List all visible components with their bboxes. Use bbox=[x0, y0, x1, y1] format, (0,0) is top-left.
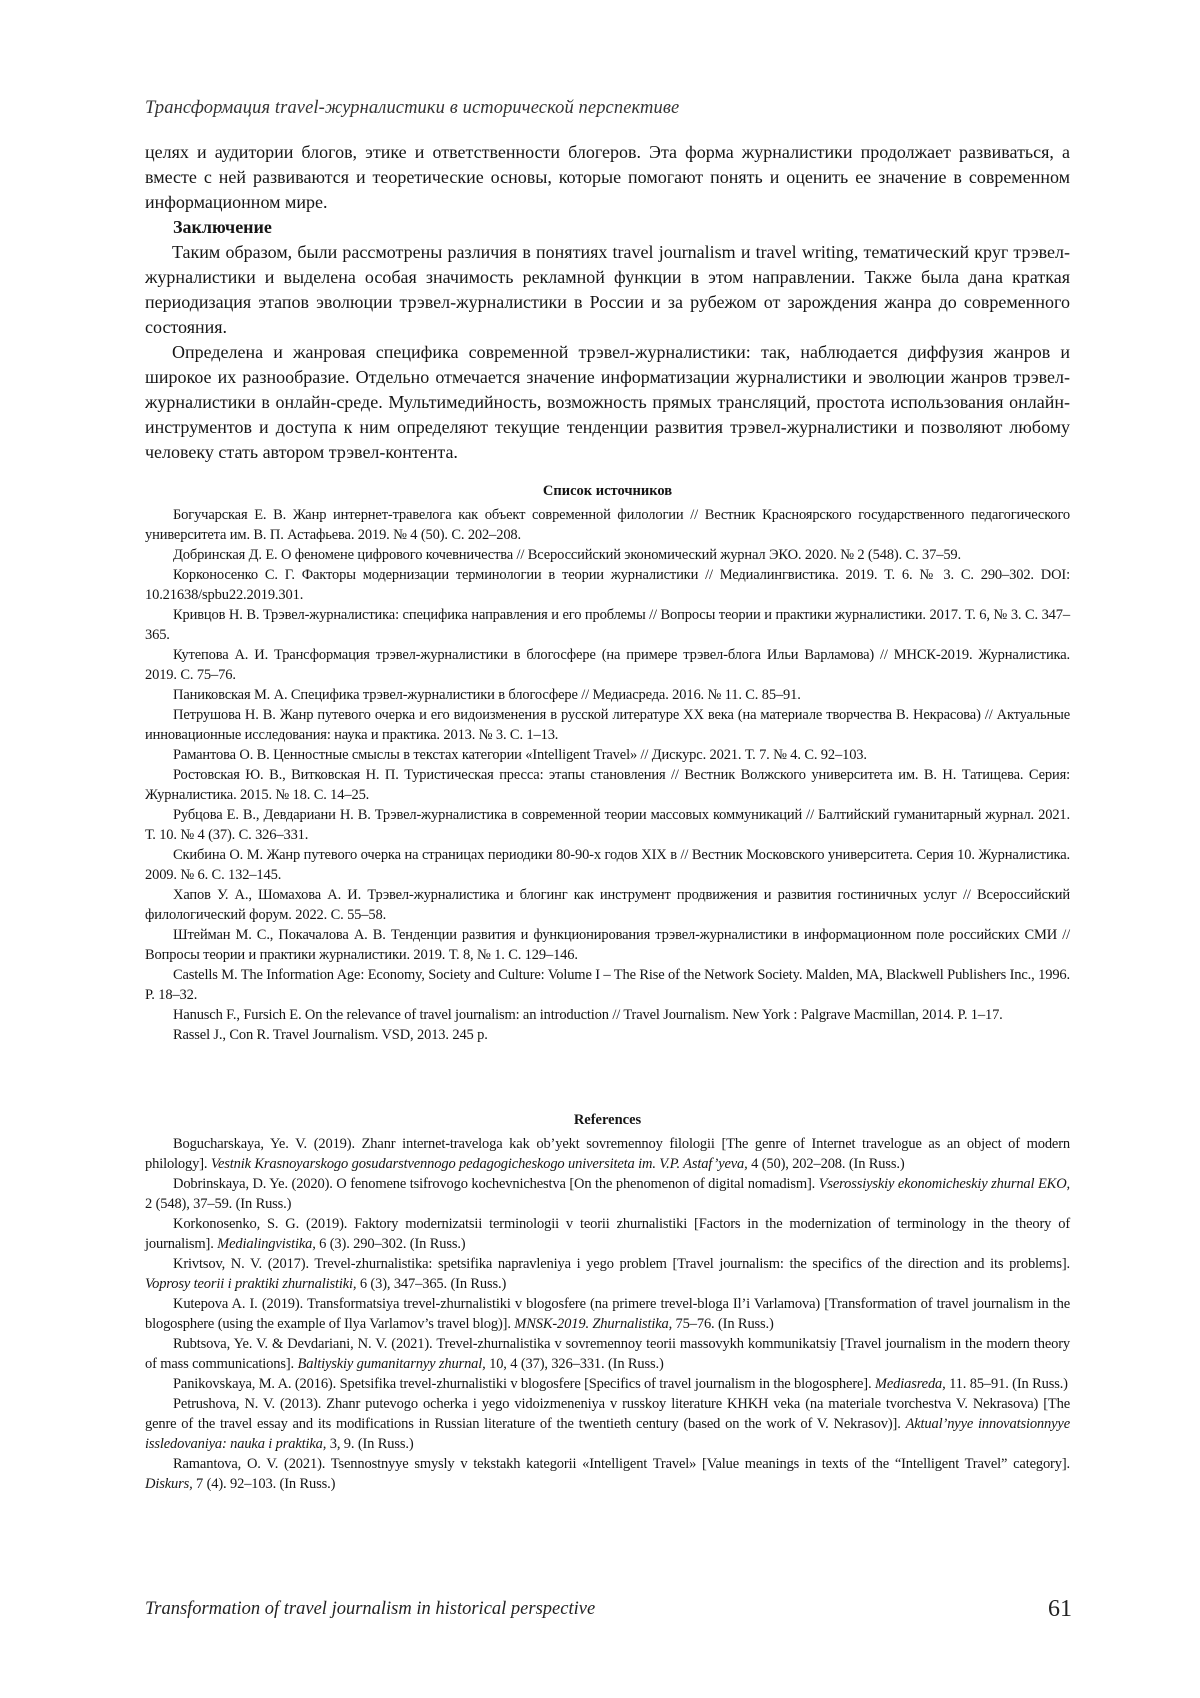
reference-text: Panikovskaya, M. A. (2016). Spetsifika trevel-zhurnalistiki v blogosfere [Specifics of travel journalism in the blogosphere]. bbox=[173, 1376, 875, 1392]
source-entry: Петрушова Н. В. Жанр путевого очерка и его видоизменения в русской литературе XX века (на материале творчества В. Некрасова) // Актуальные инновационные исследования: наука и практика. 2013. № 3. С. 1–13. bbox=[145, 707, 1070, 743]
reference-journal: Mediasreda, bbox=[874, 1376, 946, 1392]
source-entry: Богучарская Е. В. Жанр интернет-травелога как объект современной филологии // Вестник Красноярского государственного педагогического университета им. В. П. Астафьева. 2019. № 4 (50). С. 202–208. bbox=[145, 507, 1070, 543]
reference-journal: Medialingvistika, bbox=[217, 1236, 316, 1252]
reference-text: 6 (3), 347–365. (In Russ.) bbox=[356, 1276, 507, 1292]
reference-text: 4 (50), 202–208. (In Russ.) bbox=[747, 1156, 905, 1172]
reference-journal: Vserossiyskiy ekonomicheskiy zhurnal EKO, bbox=[818, 1176, 1071, 1192]
reference-text: 75–76. (In Russ.) bbox=[672, 1316, 774, 1332]
source-entry: Ростовская Ю. В., Витковская Н. П. Туристическая пресса: этапы становления // Вестник Волжского университета им. В. Н. Татищева. Серия: Журналистика. 2015. № 18. С. 14–25. bbox=[145, 767, 1070, 803]
reference-text: Korkonosenko, S. G. (2019). Faktory modernizatsii terminologii v teorii zhurnalistiki [Factors in the modernization of terminology in the theory of journalism]. bbox=[145, 1216, 1070, 1252]
source-entry: Рамантова О. В. Ценностные смыслы в текстах категории «Intelligent Travel» // Дискурс. 2021. Т. 7. № 4. С. 92–103. bbox=[173, 747, 867, 763]
conclusion-paragraph: Таким образом, были рассмотрены различия в понятиях travel journalism и travel writing, тематический круг трэвел-журналистики и выделена особая значимость рекламной функции в этом направлении. Также была дана краткая периодизация этапов эволюции трэвел-журналистики в России и за рубежом от зарождения жанра до современного состояния. bbox=[145, 242, 1070, 337]
reference-journal: Baltiyskiy gumanitarnyy zhurnal, bbox=[297, 1356, 486, 1372]
reference-text: 7 (4). 92–103. (In Russ.) bbox=[192, 1476, 336, 1492]
reference-entry bbox=[145, 1394, 1070, 1454]
references-title: References bbox=[573, 1112, 642, 1128]
source-entry: Скибина О. М. Жанр путевого очерка на страницах периодики 80-90-х годов XIX в // Вестник Московского университета. Серия 10. Журналистика. 2009. № 6. С. 132–145. bbox=[145, 847, 1070, 883]
source-entry: Кривцов Н. В. Трэвел-журналистика: специфика направления и его проблемы // Вопросы теории и практики журналистики. 2017. Т. 6, № 3. С. 347–365. bbox=[145, 607, 1070, 643]
conclusion-heading: Заключение bbox=[173, 217, 272, 237]
reference-text: 10, 4 (37), 326–331. (In Russ.) bbox=[485, 1356, 664, 1372]
references-list bbox=[145, 1110, 1070, 1494]
reference-text: Rubtsova, Ye. V. & Devdariani, N. V. (2021). Trevel-zhurnalistika v sovremennoy teorii massovykh kommunikatsiy [Travel journalism in the modern theory of mass communications]. bbox=[145, 1336, 1070, 1372]
sources-list bbox=[145, 481, 1070, 1045]
source-entry: Hanusch F., Fursich E. On the relevance of travel journalism: an introduction // Travel Journalism. New York : Palgrave Macmillan, 2014. P. 1–17. bbox=[173, 1007, 1003, 1023]
reference-entry bbox=[145, 1374, 1070, 1394]
reference-journal: Diskurs, bbox=[145, 1476, 193, 1492]
reference-entry bbox=[145, 1174, 1070, 1214]
source-entry: Rassel J., Con R. Travel Journalism. VSD, 2013. 245 p. bbox=[173, 1027, 488, 1043]
reference-entry bbox=[145, 1254, 1070, 1294]
reference-journal: Voprosy teorii i praktiki zhurnalistiki, bbox=[145, 1276, 357, 1292]
reference-journal: Vestnik Krasnoyarskogo gosudarstvennogo pedagogicheskogo universiteta im. V.P. Astaf’yeva, bbox=[210, 1156, 748, 1172]
source-entry: Штейман М. С., Покачалова А. В. Тенденции развития и функционирования трэвел-журналистики в информационном поле российских СМИ // Вопросы теории и практики журналистики. 2019. Т. 8, № 1. С. 129–146. bbox=[145, 927, 1070, 963]
article-body bbox=[145, 140, 1070, 465]
reference-entry bbox=[145, 1454, 1070, 1494]
reference-text: 2 (548), 37–59. (In Russ.) bbox=[145, 1196, 292, 1212]
source-entry: Хапов У. А., Шомахова А. И. Трэвел-журналистика и блогинг как инструмент продвижения и развития гостиничных услуг // Всероссийский филологический форум. 2022. С. 55–58. bbox=[145, 887, 1070, 923]
reference-text: Kutepova A. I. (2019). Transformatsiya trevel-zhurnalistiki v blogosfere (na primere trevel-bloga Il’i Varlamova) [Transformation of travel journalism in the blogosphere (using the example of Ilya Varlamov’s travel blog)]. bbox=[145, 1296, 1070, 1332]
reference-text: 6 (3). 290–302. (In Russ.) bbox=[315, 1236, 466, 1252]
reference-entry bbox=[145, 1134, 1070, 1174]
source-entry: Паниковская М. А. Специфика трэвел-журналистики в блогосфере // Медиасреда. 2016. № 11. С. 85–91. bbox=[173, 687, 801, 703]
source-entry: Рубцова Е. В., Девдариани Н. В. Трэвел-журналистика в современной теории массовых коммуникаций // Балтийский гуманитарный журнал. 2021. Т. 10. № 4 (37). С. 326–331. bbox=[145, 807, 1070, 843]
reference-entry bbox=[145, 1334, 1070, 1374]
body-paragraph: целях и аудитории блогов, этике и ответственности блогеров. Эта форма журналистики продолжает развиваться, а вместе с ней развиваются и теоретические основы, которые помогают понять и оценить ее значение в современном информационном мире. bbox=[145, 142, 1070, 212]
reference-text: Dobrinskaya, D. Ye. (2020). O fenomene tsifrovogo kochevnichestva [On the phenomenon of digital nomadism]. bbox=[173, 1176, 819, 1192]
footer-english-title: Transformation of travel journalism in historical perspective bbox=[145, 1599, 596, 1619]
source-entry: Кутепова А. И. Трансформация трэвел-журналистики в блогосфере (на примере трэвел-блога Ильи Варламова) // МНСК-2019. Журналистика. 2019. С. 75–76. bbox=[145, 647, 1070, 683]
reference-text: Bogucharskaya, Ye. V. (2019). Zhanr internet-travelоga kak ob’yekt sovremennoy filologii [The genre of Internet travelogue as an object of modern philology]. bbox=[145, 1136, 1070, 1172]
source-entry: Добринская Д. Е. О феномене цифрового кочевничества // Всероссийский экономический журнал ЭКО. 2020. № 2 (548). С. 37–59. bbox=[173, 547, 961, 563]
reference-text: 3, 9. (In Russ.) bbox=[326, 1436, 414, 1452]
running-title: Трансформация travel-журналистики в исторической перспективе bbox=[145, 98, 680, 118]
reference-text: Krivtsov, N. V. (2017). Trevel-zhurnalistika: spetsifika napravleniya i yego problem [Travel journalism: the specifics of the direction and its problems]. bbox=[173, 1256, 1070, 1272]
conclusion-paragraph: Определена и жанровая специфика современной трэвел-журналистики: так, наблюдается диффузия жанров и широкое их разнообразие. Отдельно отмечается значение информатизации журналистики и эволюции жанров трэвел-журналистики в онлайн-среде. Мультимедийность, возможность прямых трансляций, простота использования онлайн-инструментов и доступа к ним определяют текущие тенденции развития трэвел-журналистики и позволяют любому человеку стать автором трэвел-контента. bbox=[145, 342, 1070, 462]
source-entry: Castells M. The Information Age: Economy, Society and Culture: Volume I – The Rise of the Network Society. Malden, MA, Blackwell Publishers Inc., 1996. P. 18–32. bbox=[145, 967, 1070, 1003]
reference-journal: MNSK-2019. Zhurnalistika, bbox=[514, 1316, 673, 1332]
reference-journal: Aktual’nyye innovatsionnyye issledovaniya: nauka i praktika, bbox=[145, 1416, 1070, 1452]
reference-text: Petrushova, N. V. (2013). Zhanr putevogo ocherka i yego vidoizmeneniya v russkoy literature KHKH veka (na materiale tvorchestva V. Nekrasova) [The genre of the travel essay and its modifications in Russian literature of the twentieth century (based on the work of V. Nekrasov)]. bbox=[145, 1396, 1070, 1432]
reference-entry bbox=[145, 1294, 1070, 1334]
page-number: 61 bbox=[1048, 1596, 1072, 1622]
source-entry: Корконосенко С. Г. Факторы модернизации терминологии в теории журналистики // Медиалингвистика. 2019. Т. 6. № 3. С. 290–302. DOI: 10.21638/spbu22.2019.301. bbox=[145, 567, 1070, 603]
reference-text: Ramantova, O. V. (2021). Tsennostnyye smysly v tekstakh kategorii «Intelligent Travel» [Value meanings in texts of the “Intelligent Travel” category]. bbox=[173, 1456, 1070, 1472]
reference-entry bbox=[145, 1214, 1070, 1254]
reference-text: 11. 85–91. (In Russ.) bbox=[945, 1376, 1068, 1392]
sources-title: Список источников bbox=[542, 483, 673, 499]
